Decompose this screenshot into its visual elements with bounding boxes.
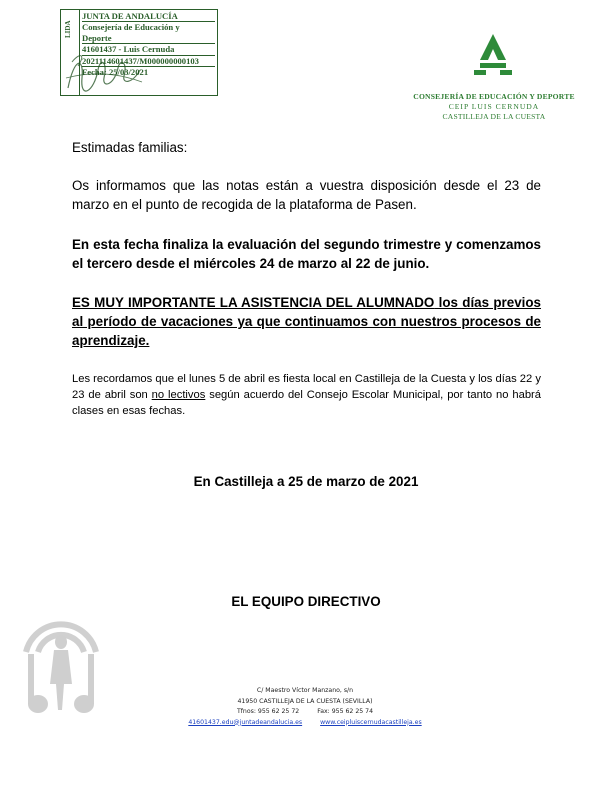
place-date: En Castilleja a 25 de marzo de 2021	[193, 474, 419, 489]
stamp-line-3: Deporte	[82, 33, 215, 44]
footer-links	[150, 718, 460, 729]
school-town: CASTILLEJA DE LA CUESTA	[442, 112, 546, 121]
paragraph-attendance	[72, 293, 541, 350]
consejeria-title: CONSEJERÍA DE EDUCACIÓN Y DEPORTE	[413, 92, 575, 101]
footer-city: 41950 CASTILLEJA DE LA CUESTA (SEVILLA)	[237, 697, 373, 705]
consejeria-header	[400, 92, 588, 122]
holidays-part-a: Les recordamos que el lunes 5 de abril es fiesta local en Castilleja de la Cuesta y los días 22 y 23 de abril son	[72, 373, 541, 401]
attendance-emphasis: ES MUY IMPORTANTE LA ASISTENCIA DEL ALUMNADO	[72, 295, 435, 310]
andalucia-emblem-watermark	[18, 592, 104, 722]
stamp-line-2: Consejería de Educación y	[82, 22, 180, 33]
greeting-block	[72, 138, 541, 157]
paragraph-holidays	[72, 371, 541, 419]
greeting: Estimadas familias:	[72, 140, 188, 155]
school-name: CEIP LUIS CERNUDA	[448, 102, 540, 111]
stamp-vertical-text: LIDA	[64, 20, 72, 38]
stamp-line-4: 41601437 - Luis Cernuda	[82, 44, 215, 55]
paragraph-3	[72, 293, 541, 350]
attendance-rest: los días previos al período de vacaciones ya que continuamos con nuestros procesos de aprendizaje.	[72, 295, 542, 348]
paragraph-evaluation	[72, 235, 541, 273]
footer-phone: Tfnos: 955 62 25 72	[236, 708, 300, 715]
junta-andalucia-logo	[470, 32, 516, 76]
paragraph-2: En esta fecha finaliza la evaluación del segundo trimestre y comenzamos el tercero desde el miércoles 24 de marzo al 22 de junio.	[72, 237, 541, 271]
footer-contact	[150, 686, 460, 728]
paragraph-4	[72, 371, 541, 419]
footer-phones	[150, 707, 460, 718]
stamp-line-5: 2021114601437/M000000000103	[82, 56, 215, 67]
stamp-line-6: Fecha: 25/03/2021	[82, 67, 149, 78]
paragraph-1: Os informamos que las notas están a vuestra disposición desde el 23 de marzo en el punto de recogida de la plataforma de Pasen.	[72, 178, 541, 212]
footer-web-link[interactable]: www.ceipluiscernudacastilleja.es	[320, 718, 422, 726]
signature-scribble	[64, 48, 144, 94]
stamp-line-1: JUNTA DE ANDALUCÍA	[82, 11, 215, 22]
footer-fax: Fax: 955 62 25 74	[317, 708, 374, 715]
holidays-part-b: según acuerdo del Consejo Escolar Municipal, por tanto no habrá clases en esas fechas.	[72, 389, 542, 417]
signature-line: EL EQUIPO DIRECTIVO	[231, 594, 381, 609]
paragraph-notes	[72, 176, 541, 214]
holidays-no-lectivos: no lectivos	[151, 389, 206, 401]
footer-address: C/ Maestro Víctor Manzano, s/n	[256, 687, 354, 694]
footer-email-link[interactable]: 41601437.edu@juntadeandalucia.es	[188, 718, 303, 726]
